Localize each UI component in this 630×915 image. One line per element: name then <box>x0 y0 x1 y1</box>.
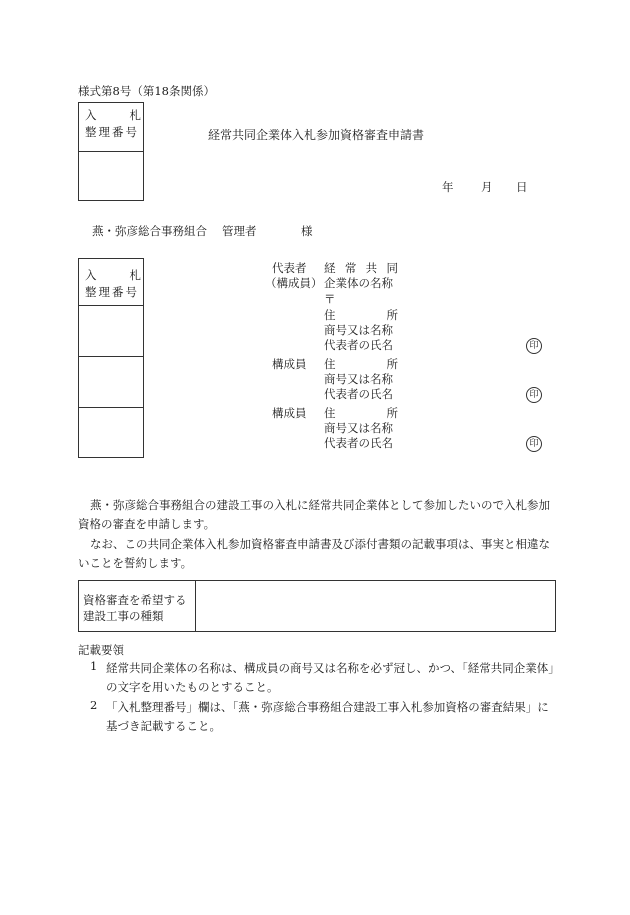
date-year-label: 年 <box>442 180 454 194</box>
member-1-trade-name-label: 商号又は名称 <box>324 372 393 386</box>
rep-trade-name-label: 商号又は名称 <box>324 323 393 337</box>
bid-number-input-member-1[interactable] <box>79 357 143 407</box>
member-2-trade-name-label: 商号又は名称 <box>324 421 393 435</box>
bid-number-input[interactable] <box>79 152 143 200</box>
seal-icon: 印 <box>526 387 542 403</box>
bid-number-box-members <box>78 258 144 458</box>
rep-role-line1: 代表者 <box>272 261 307 275</box>
form-number: 様式第8号（第18条関係） <box>78 84 215 98</box>
jv-name-label: 経 常 共 同 企業体の名称 <box>324 261 398 290</box>
work-type-label: 資格審査を希望する 建設工事の種類 <box>83 593 187 623</box>
bid-number-box-top <box>78 102 144 201</box>
work-type-table <box>78 580 556 632</box>
addressee-role: 管理者 <box>222 224 257 238</box>
member-2-address-label: 住 所 <box>324 406 398 420</box>
member-1-role: 構成員 <box>272 357 307 371</box>
notes-heading: 記載要領 <box>78 643 124 657</box>
addressee-honorific: 様 <box>301 224 313 238</box>
rep-address-label: 住 所 <box>324 308 398 322</box>
rep-name-label: 代表者の氏名 <box>324 338 393 352</box>
seal-icon: 印 <box>526 436 542 452</box>
bid-number-input-member-2[interactable] <box>79 408 143 457</box>
postal-mark: 〒 <box>324 292 336 306</box>
member-2-rep-name-label: 代表者の氏名 <box>324 436 393 450</box>
rep-role-line2: （構成員） <box>265 276 323 290</box>
date-day-label: 日 <box>516 180 528 194</box>
bid-number-label: 入 札 整理番号 <box>85 268 141 299</box>
member-1-rep-name-label: 代表者の氏名 <box>324 387 393 401</box>
member-1-address-label: 住 所 <box>324 357 398 371</box>
member-2-role: 構成員 <box>272 406 307 420</box>
work-type-input[interactable] <box>196 581 555 631</box>
addressee-org: 燕・弥彦総合事務組合 <box>92 224 207 238</box>
bid-number-input-rep[interactable] <box>79 306 143 356</box>
application-statement: 燕・弥彦総合事務組合の建設工事の入札に経常共同企業体として参加したいので入札参加資格の審査を申請します。 <box>78 498 550 531</box>
bid-number-label: 入 札 整理番号 <box>85 108 141 139</box>
seal-icon: 印 <box>526 338 542 354</box>
oath-statement: なお、この共同企業体入札参加資格審査申請書及び添付書類の記載事項は、事実と相違ないことを誓約します。 <box>78 537 550 570</box>
date-month-label: 月 <box>481 180 493 194</box>
page-title: 経常共同企業体入札参加資格審査申請書 <box>208 128 425 142</box>
